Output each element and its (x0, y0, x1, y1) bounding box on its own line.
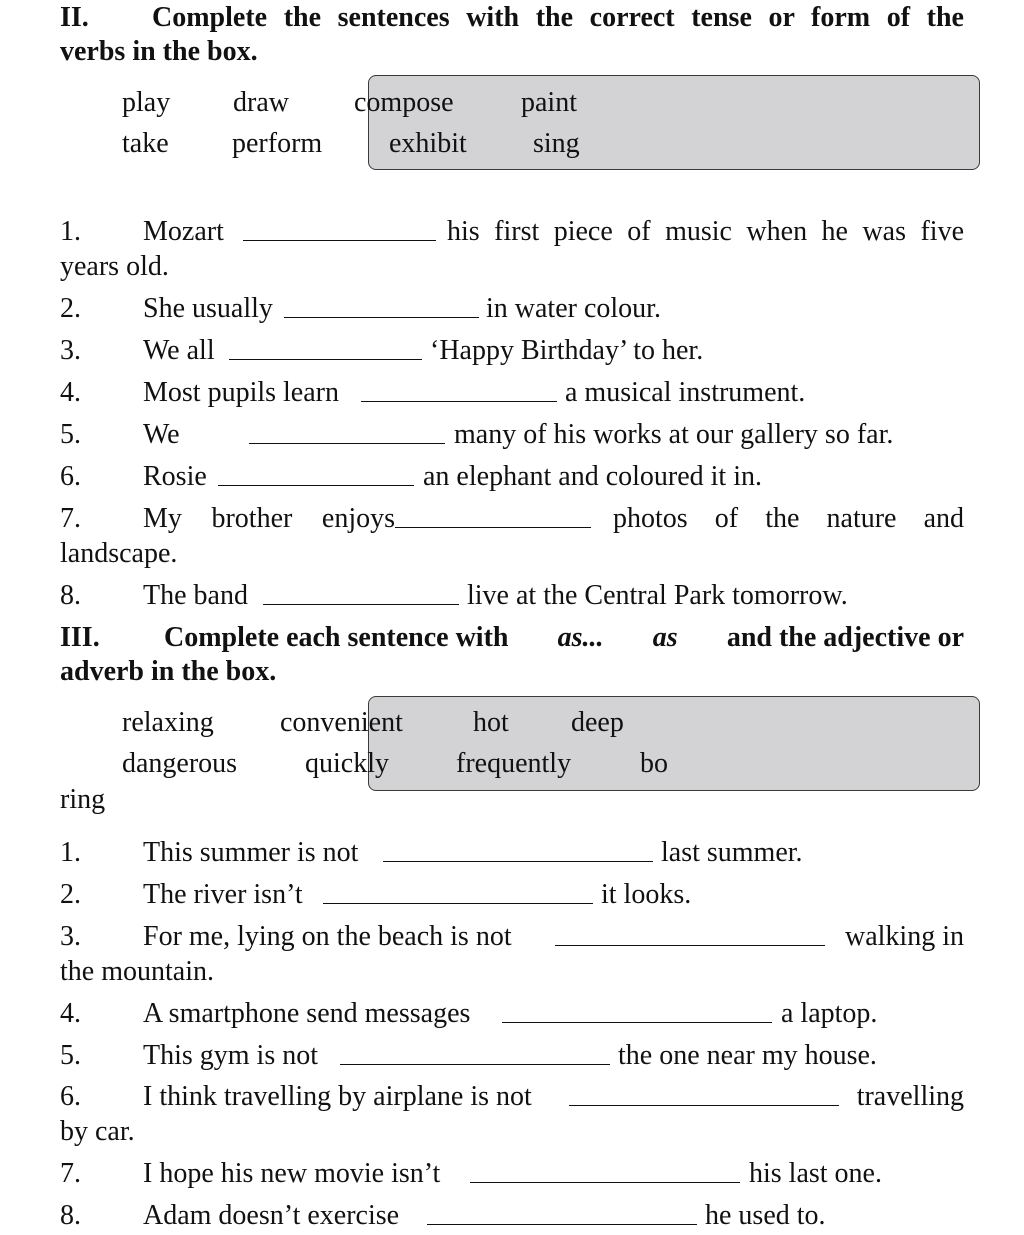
word-box-item: dangerous (122, 748, 238, 779)
item-number: 8. (60, 580, 81, 611)
item-number: 6. (60, 1081, 81, 1112)
item-text-before: We (143, 419, 180, 450)
item-number: 8. (60, 1200, 81, 1231)
item-text-before: Adam doesn’t exercise (143, 1200, 400, 1231)
answer-blank[interactable] (218, 461, 414, 486)
item-text-before: The river isn’t (143, 879, 303, 910)
item-text-before: I hope his new movie isn’t (143, 1158, 441, 1189)
answer-blank[interactable] (502, 998, 772, 1023)
item-text-after: his last one. (749, 1158, 882, 1189)
item-text-after: it looks. (601, 879, 692, 910)
item-text-after: last summer. (661, 837, 803, 868)
item-text-before: The band (143, 580, 248, 611)
item-text-after: many of his works at our gallery so far. (454, 419, 894, 450)
answer-blank[interactable] (383, 837, 653, 862)
word-box-item: compose (354, 87, 454, 118)
answer-blank[interactable] (395, 503, 591, 528)
item-text-continuation: the mountain. (60, 956, 214, 987)
item-number: 6. (60, 461, 81, 492)
item-text-continuation: by car. (60, 1116, 135, 1147)
item-text-before: Mozart (143, 216, 224, 247)
item-text-after: travelling (856, 1081, 964, 1112)
item-text-before: A smartphone send messages (143, 998, 471, 1029)
word-box-item: deep (571, 707, 624, 738)
answer-blank[interactable] (263, 580, 459, 605)
word-box-item: bo (640, 748, 668, 779)
title-segment: and the adjective or (726, 622, 964, 653)
item-text-after: live at the Central Park tomorrow. (467, 580, 848, 611)
item-text-after: a musical instrument. (565, 377, 806, 408)
item-number: 1. (60, 216, 81, 247)
answer-blank[interactable] (470, 1158, 740, 1183)
item-number: 7. (60, 1158, 81, 1189)
answer-blank[interactable] (249, 419, 445, 444)
item-text-before: She usually (143, 293, 273, 324)
item-text-after: a laptop. (781, 998, 878, 1029)
item-text-before: My brother enjoys (143, 503, 395, 534)
title-segment: Complete each sentence with (164, 622, 509, 653)
answer-blank[interactable] (569, 1081, 839, 1106)
section-2-title-line2: verbs in the box. (60, 36, 258, 67)
item-number: 4. (60, 377, 81, 408)
item-number: 7. (60, 503, 81, 534)
item-number: 4. (60, 998, 81, 1029)
answer-blank[interactable] (229, 335, 422, 360)
item-text-before: Most pupils learn (143, 377, 339, 408)
title-as-start: as... (557, 622, 604, 653)
word-box-item: frequently (456, 748, 572, 779)
item-text-after: ‘Happy Birthday’ to her. (430, 335, 704, 366)
section-2-title-line1: Complete the sentences with the correct tense or form of the (152, 2, 964, 33)
item-text-before: We all (143, 335, 215, 366)
item-text-after: an elephant and coloured it in. (423, 461, 762, 492)
item-number: 2. (60, 879, 81, 910)
answer-blank[interactable] (555, 921, 825, 946)
title-as-end: as (652, 622, 678, 653)
answer-blank[interactable] (340, 1040, 610, 1065)
item-number: 3. (60, 335, 81, 366)
item-text-before: I think travelling by airplane is not (143, 1081, 532, 1112)
item-text-after: his first piece of music when he was five (447, 216, 964, 247)
answer-blank[interactable] (427, 1200, 697, 1225)
item-text-after: in water colour. (486, 293, 661, 324)
word-box-overflow: ring (60, 784, 106, 815)
item-number: 1. (60, 837, 81, 868)
word-box-item: take (122, 128, 169, 159)
item-text-before: This gym is not (143, 1040, 319, 1071)
answer-blank[interactable] (284, 293, 479, 318)
item-number: 2. (60, 293, 81, 324)
word-box-item: quickly (305, 748, 389, 779)
item-text-before: For me, lying on the beach is not (143, 921, 512, 952)
item-number: 3. (60, 921, 81, 952)
word-box-item: hot (473, 707, 509, 738)
item-number: 5. (60, 419, 81, 450)
item-text-after: the one near my house. (618, 1040, 877, 1071)
item-text-before: Rosie (143, 461, 207, 492)
section-2-roman: II. (60, 2, 89, 33)
answer-blank[interactable] (323, 879, 593, 904)
word-box-item: exhibit (389, 128, 467, 159)
word-box-item: convenient (280, 707, 403, 738)
section-3-roman: III. (60, 622, 100, 653)
word-box-item: perform (232, 128, 323, 159)
word-box-item: sing (533, 128, 580, 159)
item-number: 5. (60, 1040, 81, 1071)
word-box-item: draw (233, 87, 289, 118)
item-text-before: This summer is not (143, 837, 359, 868)
word-box-item: play (122, 87, 171, 118)
section-3-title-line1 (164, 622, 964, 654)
item-text-continuation: years old. (60, 251, 169, 282)
answer-blank[interactable] (243, 216, 436, 241)
item-text-after: he used to. (705, 1200, 826, 1231)
item-text-after: photos of the nature and (613, 503, 964, 534)
word-box-item: relaxing (122, 707, 214, 738)
item-text-after: walking in (845, 921, 964, 952)
section-3-title-line2: adverb in the box. (60, 656, 277, 687)
answer-blank[interactable] (361, 377, 557, 402)
item-text-continuation: landscape. (60, 538, 178, 569)
word-box-item: paint (521, 87, 577, 118)
